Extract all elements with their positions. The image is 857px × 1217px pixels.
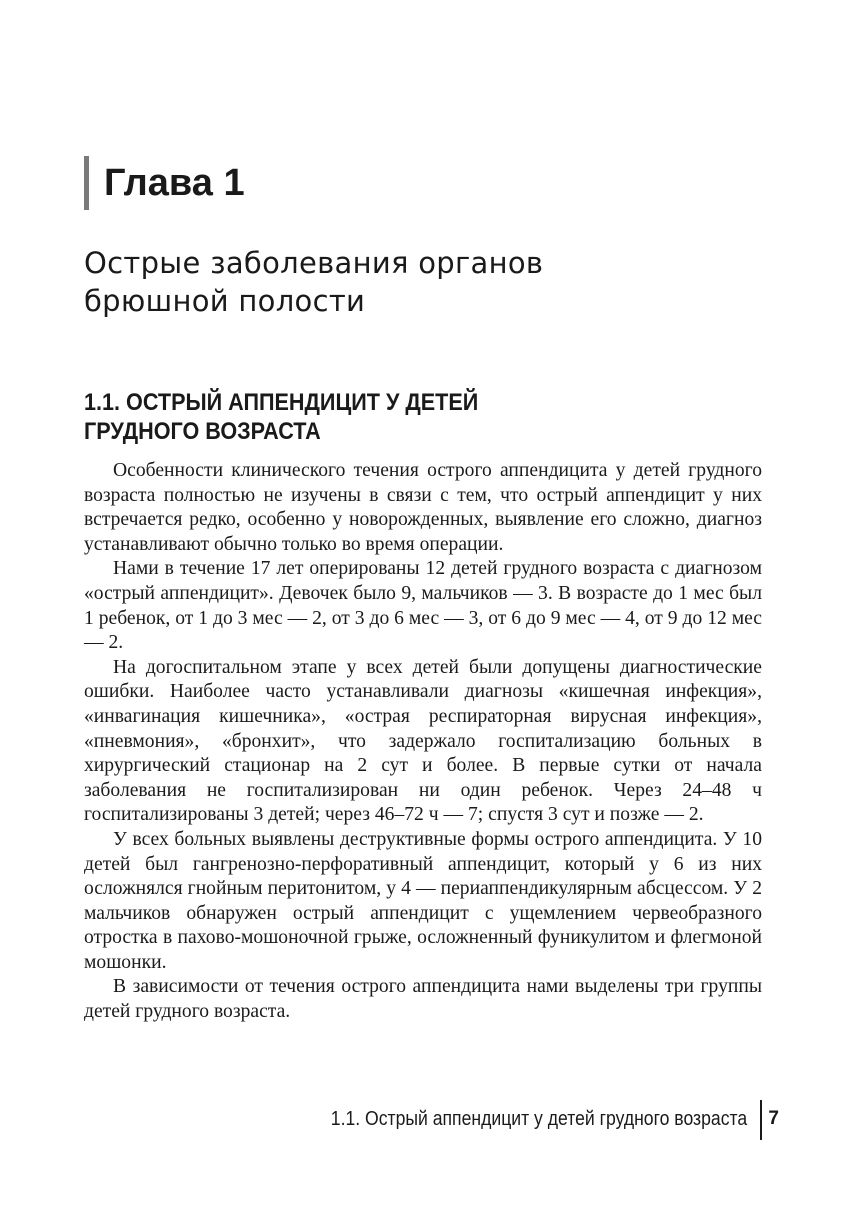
paragraph: Особенности клинического течения острого аппендицита у детей грудного возраста полностью не изучены в связи с тем, что острый аппендицит у них встречается редко, особенно у новорожденных, выявление его сложно, диагноз устанавливают обычно только во время операции.	[84, 460, 762, 555]
paragraph: На догоспитальном этапе у всех детей были допущены диагностические ошибки. Наиболее часто устанавливали диагнозы «кишечная инфекция», «инвагинация кишечника», «острая респираторная вирусная инфекция», «пневмония», «бронхит», что задержало госпитализацию больных в хирургический стационар на 2 сут и более. В первые сутки от начала заболевания не госпитализирован ни один ребенок. Через 24–48 ч госпитализированы 3 детей; через 46–72 ч — 7; спустя 3 сут и позже — 2.	[84, 656, 762, 826]
section-heading-line: 1.1. ОСТРЫЙ АППЕНДИЦИТ У ДЕТЕЙ	[84, 389, 479, 416]
chapter-label: Глава 1	[104, 162, 245, 204]
section-heading	[84, 388, 705, 446]
chapter-marker-bar	[84, 156, 89, 210]
chapter-title	[84, 244, 774, 320]
footer-divider	[760, 1100, 762, 1140]
paragraph: В зависимости от течения острого аппендицита нами выделены три группы детей грудного возраста.	[84, 976, 762, 1023]
body-text	[84, 459, 762, 1025]
running-title: 1.1. Острый аппендицит у детей грудного возраста	[330, 1108, 747, 1130]
section-heading-line: ГРУДНОГО ВОЗРАСТА	[84, 418, 321, 445]
running-footer	[84, 1100, 779, 1140]
paragraph: Нами в течение 17 лет оперированы 12 детей грудного возраста с диагнозом «острый аппендицит». Девочек было 9, мальчиков — 3. В возрасте до 1 мес был 1 ребенок, от 1 до 3 мес — 2, от 3 до 6 мес — 3, от 6 до 9 мес — 4, от 9 до 12 мес — 2.	[84, 558, 762, 654]
page-number: 7	[768, 1108, 779, 1129]
chapter-title-line: брюшной полости	[84, 284, 366, 318]
chapter-title-line: Острые заболевания органов	[84, 246, 544, 280]
paragraph: У всех больных выявлены деструктивные формы острого аппендицита. У 10 детей был гангренозно-перфоративный аппендицит, который у 6 из них осложнялся гнойным перитонитом, у 4 — периаппендикулярным абсцессом. У 2 мальчиков обнаружен острый аппендицит с ущемлением червеобразного отростка в пахово-мошоночной грыже, осложненный фуникулитом и флегмоной мошонки.	[84, 828, 762, 973]
